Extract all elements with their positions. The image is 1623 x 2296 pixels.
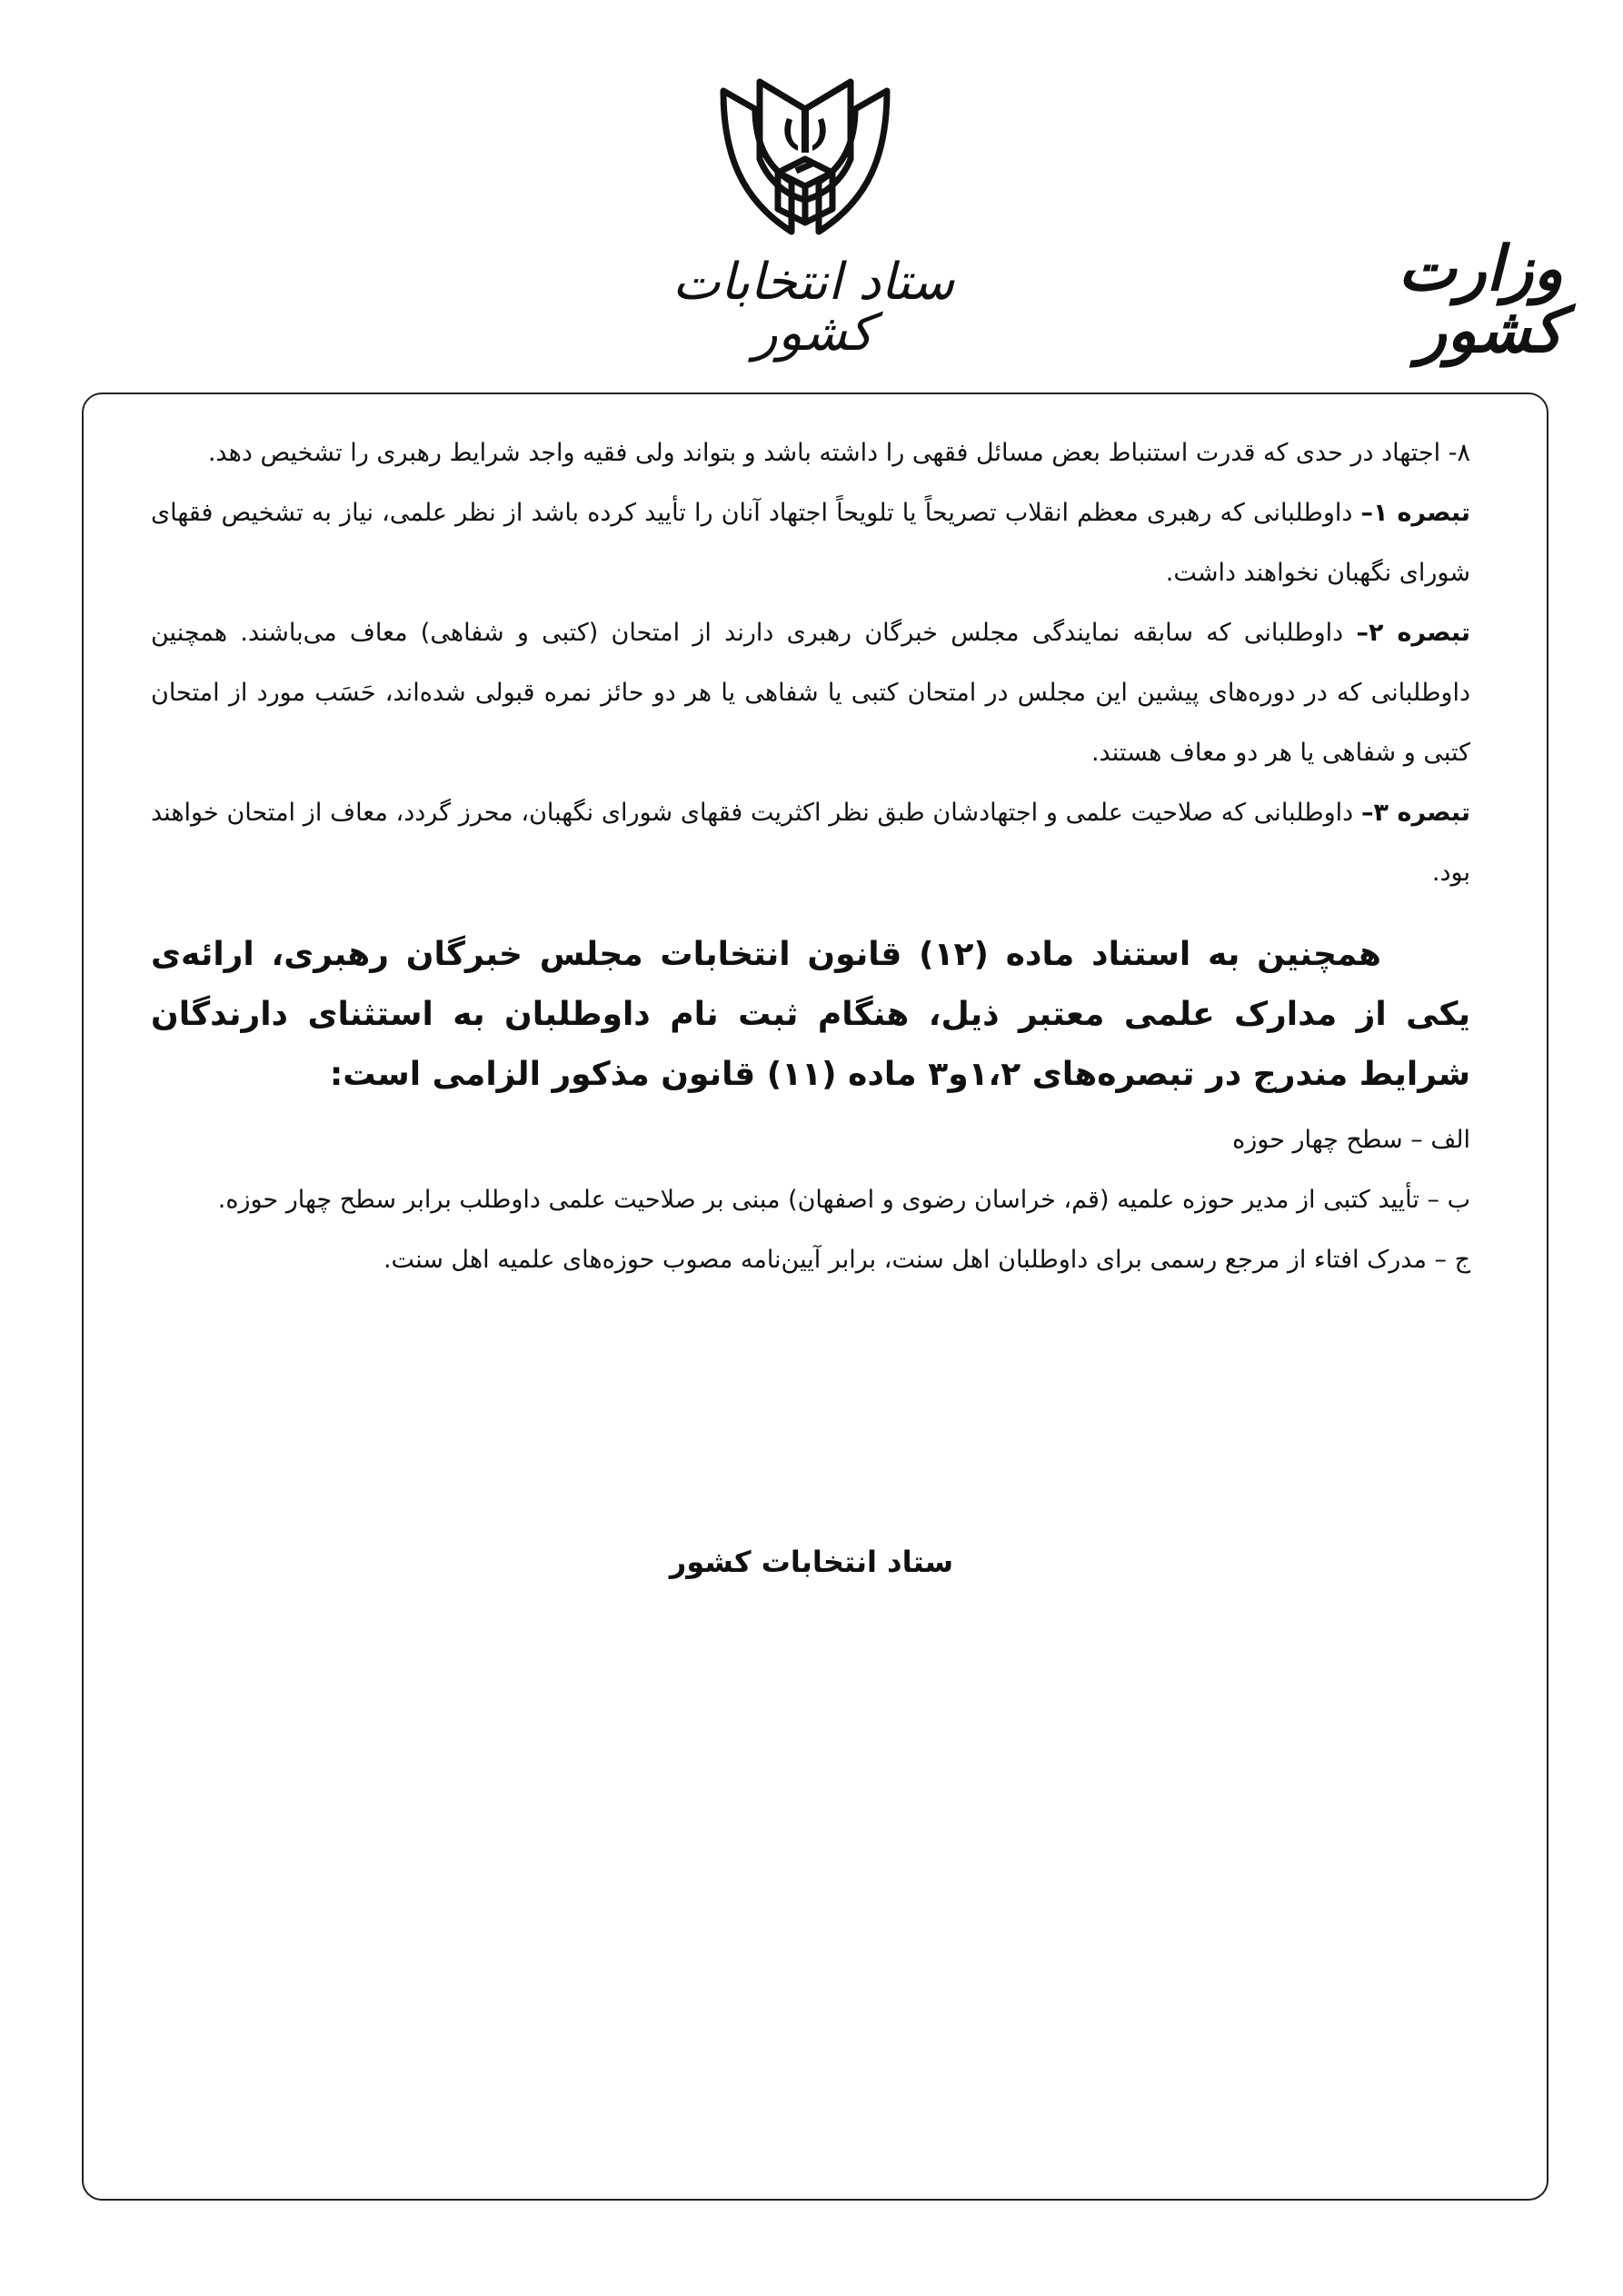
requirement-item-b: ب – تأیید کتبی از مدیر حوزه علمیه (قم، خراسان رضوی و اصفهان) مبنی بر صلاحیت علمی داوطلب برابر سطح چهار حوزه. (217, 1186, 1470, 1214)
note-1-title: تبصره ۱– (1360, 499, 1470, 527)
note-3-title: تبصره ۳– (1360, 799, 1471, 827)
note-1 (151, 483, 1470, 603)
election-emblem-logo (705, 73, 905, 245)
note-2-title: تبصره ۲– (1356, 619, 1470, 647)
note-1-text: داوطلبانی که رهبری معظم انقلاب تصریحاً یا تلویحاً اجتهاد آنان را تأیید کرده باشد از نظر علمی، نیاز به تشخیص فقهای شورای نگهبان نخواهند داشت. (151, 499, 1470, 587)
requirement-item-c: ج – مدرک افتاء از مرجع رسمی برای داوطلبان اهل سنت، برابر آیین‌نامه مصوب حوزه‌های علمیه اهل سنت. (383, 1246, 1470, 1274)
note-3-text: داوطلبانی که صلاحیت علمی و اجتهادشان طبق نظر اکثریت فقهای شورای نگهبان، محرز گردد، معاف از امتحان خواهند بود. (151, 799, 1470, 887)
ministry-of-interior-title: وزارت کشور (1398, 233, 1563, 367)
footer-signature: ستاد انتخابات کشور (669, 1545, 954, 1579)
main-statement: همچنین به استناد ماده (۱۲) قانون انتخابات مجلس خبرگان رهبری، ارائه‌ی یکی از مدارک علمی معتبر ذیل، هنگام ثبت نام داوطلبان به استثنای دارندگان شرایط مندرج در تبصره‌های ۱،۲و۳ ماده (۱۱) قانون مذکور الزامی است: (151, 936, 1470, 1093)
requirements-list (151, 1110, 1470, 1290)
note-2 (151, 603, 1470, 783)
note-3 (151, 783, 1470, 903)
item-8: ۸- اجتهاد در حدی که قدرت استنباط بعض مسائل فقهی را داشته باشد و بتواند ولی فقیه واجد شرایط رهبری را تشخیص دهد. (207, 439, 1470, 467)
election-hq-signature-text: ستاد انتخابات کشور (672, 253, 955, 363)
note-2-text: داوطلبانی که سابقه نمایندگی مجلس خبرگان رهبری دارند از امتحان (کتبی و شفاهی) معاف می‌باشند. همچنین داوطلبانی که در دوره‌های پیشین این مجلس در امتحان کتبی یا شفاهی یا هر دو حائز نمره قبولی شده‌اند، حَسَب مورد از امتحان کتبی و شفاهی یا هر دو معاف هستند. (151, 619, 1470, 767)
requirement-item-a: الف – سطح چهار حوزه (1232, 1126, 1470, 1154)
document-body (151, 423, 1470, 1290)
